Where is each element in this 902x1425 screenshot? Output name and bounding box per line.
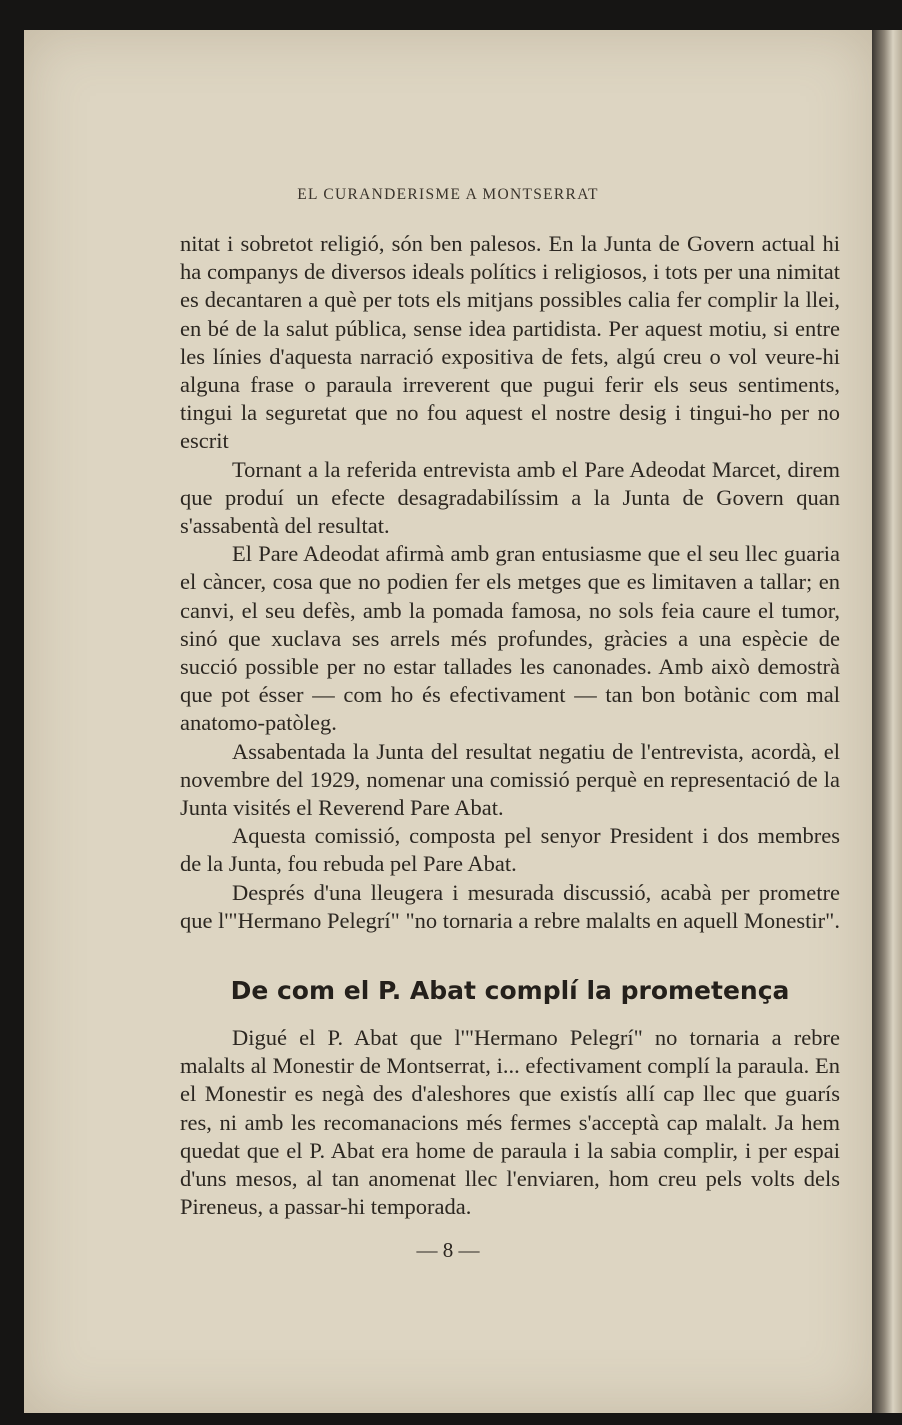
paragraph: El Pare Adeodat afirmà amb gran entusiasme que el seu llec guaria el càncer, cosa que no podien fer els metges que es limitaven a tallar; en canvi, el seu defès, amb la pomada famosa, no sols feia caure el tumor, sinó que xuclava ses arrels més profundes, gràcies a una espècie de succió possible per no estar tallades les canonades. Amb això demostrà que pot ésser — com ho és efectivament — tan bon botànic com mal anatomo-patòleg. — [180, 541, 840, 736]
paragraph: Aquesta comissió, composta pel senyor President i dos membres de la Junta, fou rebuda pel Pare Abat. — [180, 823, 840, 877]
paragraph: nitat i sobretot religió, són ben palesos. En la Junta de Govern actual hi ha companys de diversos ideals polítics i religiosos, i tots per una nimitat es decantaren a què per tots els mitjans possibles calia fer complir la llei, en bé de la salut pública, sense idea partidista. Per aquest motiu, si entre les línies d'aquesta narració expositiva de fets, algú creu o vol veure-hi alguna frase o paraula irreverent que pugui ferir els seus sentiments, tingui la seguretat que no fou aquest el nostre desig i tingui-ho per no escrit — [180, 231, 840, 454]
adjacent-page-edge — [872, 30, 902, 1413]
section-body-text — [180, 1024, 840, 1221]
paragraph: Digué el P. Abat que l'"Hermano Pelegrí" no tornaria a rebre malalts al Monestir de Montserrat, i... efectivament complí la paraula. En el Monestir es negà des d'aleshores que existís allí cap llec que guarís res, ni amb les recomanacions més fermes s'acceptà cap malalt. Ja hem quedat que el P. Abat era home de paraula i la sabia complir, i per espai d'uns mesos, al tan anomenat llec l'enviaren, hom creu pels volts dels Pireneus, a passar-hi temporada. — [180, 1025, 840, 1220]
body-text — [180, 230, 840, 935]
section-heading: De com el P. Abat complí la prometença — [230, 976, 790, 1005]
running-head: EL CURANDERISME A MONTSERRAT — [297, 186, 599, 203]
page-number: — 8 — — [416, 1238, 480, 1262]
book-page — [24, 30, 872, 1413]
paragraph: Tornant a la referida entrevista amb el Pare Adeodat Marcet, direm que produí un efecte desagradabilíssim a la Junta de Govern quan s'assabentà del resultat. — [180, 456, 840, 539]
paragraph: Després d'una lleugera i mesurada discussió, acabà per prometre que l'"Hermano Pelegrí" "no tornaria a rebre malalts en aquell Monestir". — [180, 879, 840, 933]
paragraph: Assabentada la Junta del resultat negatiu de l'entrevista, acordà, el novembre del 1929, nomenar una comissió perquè en representació de la Junta visités el Reverend Pare Abat. — [180, 738, 840, 821]
